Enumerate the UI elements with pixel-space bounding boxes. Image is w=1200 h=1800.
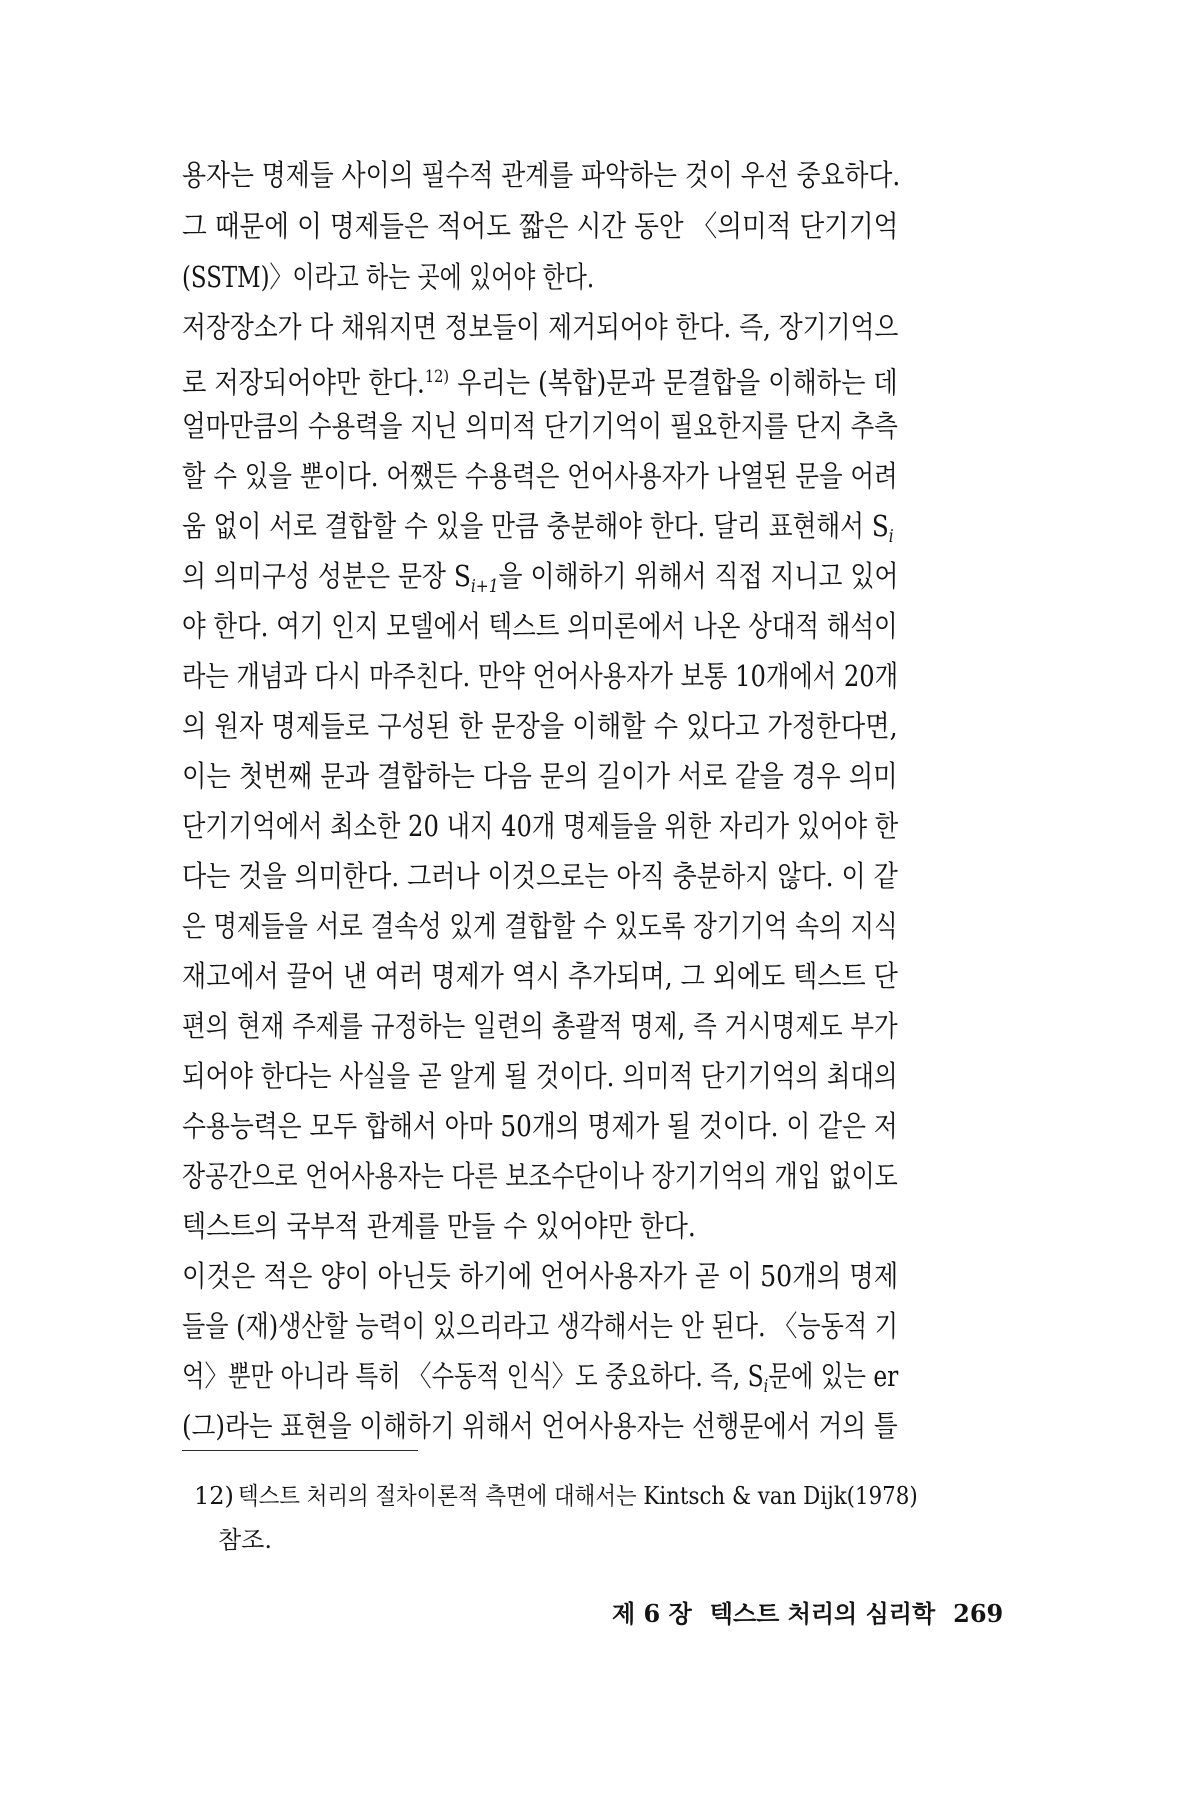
footnote-text: 텍스트 처리의 절차이론적 측면에 대해서는 Kintsch & van Dijk(1978) — [238, 1482, 918, 1510]
text-line — [182, 357, 898, 401]
text-line: 단기기억에서 최소한 20 내지 40개 명제들을 위한 자리가 있어야 한 — [182, 809, 899, 843]
text-line: (그)라는 표현을 이해하기 위해서 언어사용자는 선행문에서 거의 틀 — [182, 1409, 898, 1443]
text-line: 장공간으로 언어사용자는 다른 보조수단이나 장기기억의 개입 없이도 — [182, 1159, 898, 1193]
subscript: i+1 — [470, 575, 499, 597]
text-run: 의 의미구성 성분은 문장 S — [182, 559, 471, 593]
text-line: 이는 첫번째 문과 결합하는 다음 문의 길이가 서로 같을 경우 의미 — [182, 759, 898, 793]
text-line: 편의 현재 주제를 규정하는 일련의 총괄적 명제, 즉 거시명제도 부가 — [182, 1009, 898, 1043]
footnote-marker: 12) — [194, 1482, 234, 1510]
text-run: 로 저장되어야만 한다. — [182, 365, 425, 400]
text-line: 저장장소가 다 채워지면 정보들이 제거되어야 한다. 즉, 장기기억으 — [182, 310, 899, 344]
footnote-reference: 12) — [424, 366, 450, 386]
text-line: 수용능력은 모두 합해서 아마 50개의 명제가 될 것이다. 이 같은 저 — [182, 1109, 898, 1143]
text-run: 을 이해하기 위해서 직접 지니고 있어 — [498, 559, 899, 593]
footnote-text: 참조. — [218, 1526, 272, 1554]
text-run: 움 없이 서로 결합할 수 있을 만큼 충분해야 한다. 달리 표현해서 S — [182, 509, 889, 543]
chapter-label: 제 6 장 — [612, 1599, 692, 1628]
text-line: 의 원자 명제들로 구성된 한 문장을 이해할 수 있다고 가정한다면, — [182, 709, 898, 743]
text-line — [182, 557, 899, 606]
text-line — [182, 1357, 899, 1406]
text-line: 재고에서 끌어 낸 여러 명제가 역시 추가되며, 그 외에도 텍스트 단 — [182, 959, 898, 993]
text-line: 텍스트의 국부적 관계를 만들 수 있어야만 한다. — [182, 1209, 696, 1243]
running-footer — [612, 1598, 1003, 1630]
text-line: 그 때문에 이 명제들은 적어도 짧은 시간 동안 〈의미적 단기기억 — [182, 209, 899, 243]
text-line: 다는 것을 의미한다. 그러나 이것으로는 아직 충분하지 않다. 이 같 — [182, 859, 898, 893]
page-number: 269 — [953, 1599, 1004, 1628]
text-line: 야 한다. 여기 인지 모델에서 텍스트 의미론에서 나온 상대적 해석이 — [182, 609, 898, 643]
subscript: i — [888, 525, 894, 547]
text-line: 얼마만큼의 수용력을 지닌 의미적 단기기억이 필요한지를 단지 추측 — [182, 409, 898, 443]
text-line: 되어야 한다는 사실을 곧 알게 될 것이다. 의미적 단기기억의 최대의 — [182, 1059, 898, 1093]
text-run: 문에 있는 er — [768, 1359, 899, 1393]
text-line: 용자는 명제들 사이의 필수적 관계를 파악하는 것이 우선 중요하다. — [182, 158, 901, 192]
subscript: i — [763, 1375, 769, 1397]
footnote-divider — [182, 1450, 418, 1451]
text-line: (SSTM)〉이라고 하는 곳에 있어야 한다. — [182, 260, 595, 294]
text-run: 우리는 (복합)문과 문결합을 이해하는 데 — [449, 365, 898, 400]
chapter-title: 텍스트 처리의 심리학 — [709, 1599, 936, 1628]
text-line: 은 명제들을 서로 결속성 있게 결합할 수 있도록 장기기억 속의 지식 — [182, 909, 898, 943]
text-line — [182, 507, 894, 556]
text-line: 이것은 적은 양이 아닌듯 하기에 언어사용자가 곧 이 50개의 명제 — [182, 1259, 899, 1293]
text-line: 할 수 있을 뿐이다. 어쨌든 수용력은 언어사용자가 나열된 문을 어려 — [182, 459, 898, 493]
text-run: 억〉뿐만 아니라 특히 〈수동적 인식〉도 중요하다. 즉, S — [182, 1359, 764, 1393]
text-line: 들을 (재)생산할 능력이 있으리라고 생각해서는 안 된다. 〈능동적 기 — [182, 1309, 898, 1343]
text-line: 라는 개념과 다시 마주친다. 만약 언어사용자가 보통 10개에서 20개 — [182, 659, 899, 693]
